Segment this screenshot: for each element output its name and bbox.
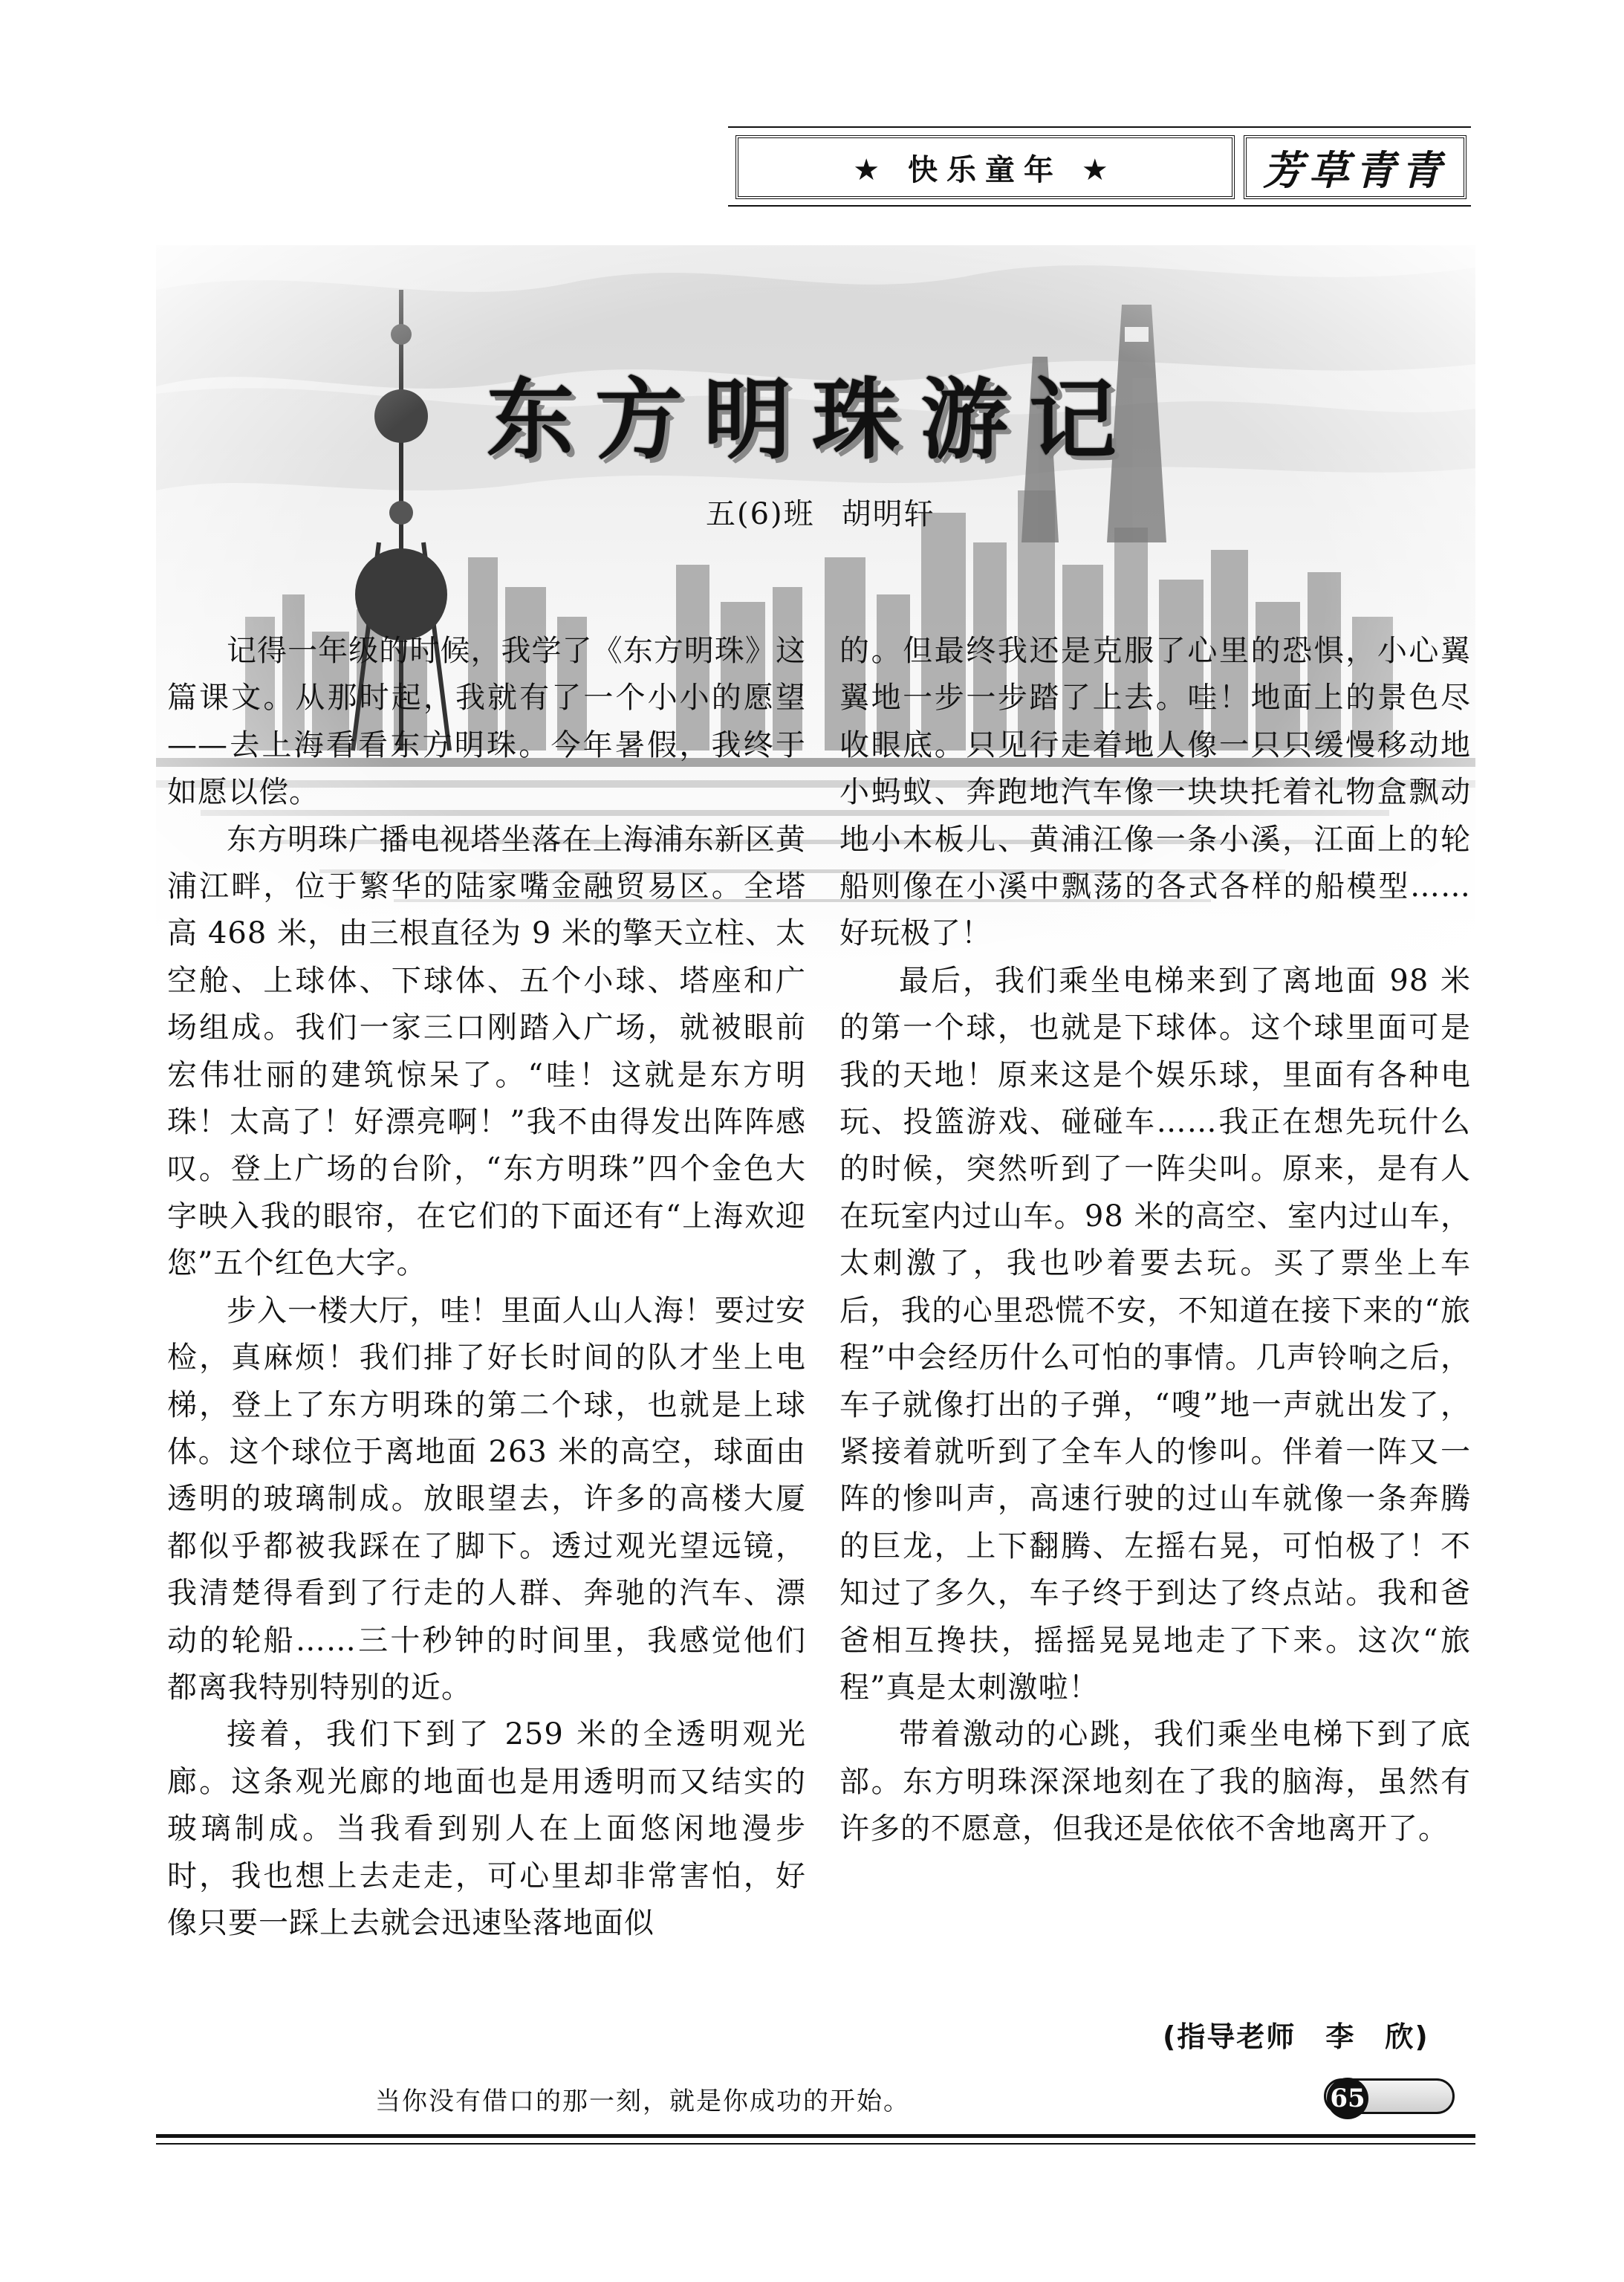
footer-rule-thin (156, 2143, 1475, 2145)
paragraph: 东方明珠广播电视塔坐落在上海浦东新区黄浦江畔，位于繁华的陆家嘴金融贸易区。全塔高 468 米，由三根直径为 9 米的擎天立柱、太空舱、上球体、下球体、五个小球、塔座和广场组成。我们一家三口刚踏入广场，就被眼前宏伟壮丽的建筑惊呆了。“哇！这就是东方明珠！太高了！好漂亮啊！”我不由得发出阵阵感叹。登上广场的台阶，“东方明珠”四个金色大字映入我的眼帘，在它们的下面还有“上海欢迎您”五个红色大字。 (167, 822, 806, 1281)
author-class: 五(6)班 (706, 497, 815, 531)
footer-motto: 当你没有借口的那一刻，就是你成功的开始。 (375, 2087, 910, 2116)
paragraph: 步入一楼大厅，哇！里面人山人海！要过安检，真麻烦！我们排了好长时间的队才坐上电梯，登上了东方明珠的第二个球，也就是上球体。这个球位于离地面 263 米的高空，球面由透明的玻璃制成。放眼望去，许多的高楼大厦都似乎都被我踩在了脚下。透过观光望远镜，我清楚得看到了行走的人群、奔驰的汽车、漂动的轮船……三十秒钟的时间里，我感觉他们都离我特别特别的近。 (167, 1293, 806, 1705)
paragraph: 最后，我们乘坐电梯来到了离地面 98 米的第一个球，也就是下球体。这个球里面可是我的天地！原来这是个娱乐球，里面有各种电玩、投篮游戏、碰碰车……我正在想先玩什么的时候，突然听到了一阵尖叫。原来，是有人在玩室内过山车。98 米的高空、室内过山车，太刺激了，我也吵着要去玩。买了票坐上车后，我的心里恐慌不安，不知道在接下来的“旅程”中会经历什么可怕的事情。几声铃响之后，车子就像打出的子弹，“嗖”地一声就出发了，紧接着就听到了全车人的惨叫。伴着一阵又一阵的惨叫声，高速行驶的过山车就像一条奔腾的巨龙，上下翻腾、左摇右晃，可怕极了！不知过了多久，车子终于到达了终点站。我和爸爸相互搀扶，摇摇晃晃地走了下来。这次“旅程”真是太刺激啦！ (839, 963, 1471, 1705)
page-number: 65 (1327, 2078, 1368, 2119)
article-column-right (839, 628, 1471, 1853)
footer-rule (156, 2134, 1475, 2138)
paragraph: 带着激动的心跳，我们乘坐电梯下到了底部。东方明珠深深地刻在了我的脑海，虽然有许多的不愿意，但我还是依依不舍地离开了。 (839, 1717, 1471, 1847)
header-rule-bottom (728, 205, 1471, 207)
article-column-left (167, 628, 806, 1947)
paragraph: 记得一年级的时候，我学了《东方明珠》这篇课文。从那时起，我就有了一个小小的愿望——去上海看看东方明珠。今年暑假，我终于如愿以偿。 (167, 634, 806, 810)
byline (706, 490, 935, 533)
advisor-credit: (指导老师 李 欣) (1163, 2020, 1429, 2053)
paragraph: 接着，我们下到了 259 米的全透明观光廊。这条观光廊的地面也是用透明而又结实的玻璃制成。当我看到别人在上面悠闲地漫步时，我也想上去走走，可心里却非常害怕，好像只要一踩上去就会迅速坠落地面似 (167, 1717, 806, 1940)
header-rule-top (728, 126, 1471, 128)
column-label: 芳草青青 (1244, 135, 1467, 199)
article-title: 东方明珠游记 (486, 368, 1137, 471)
author-name: 胡明轩 (841, 497, 935, 531)
section-label: ★ 快乐童年 ★ (735, 135, 1235, 199)
paragraph-continuation: 的。但最终我还是克服了心里的恐惧，小心翼翼地一步一步踏了上去。哇！地面上的景色尽收眼底。只见行走着地人像一只只缓慢移动地小蚂蚁、奔跑地汽车像一块块托着礼物盒飘动地小木板儿、黄浦江像一条小溪，江面上的轮船则像在小溪中飘荡的各式各样的船模型……好玩极了！ (839, 634, 1471, 951)
